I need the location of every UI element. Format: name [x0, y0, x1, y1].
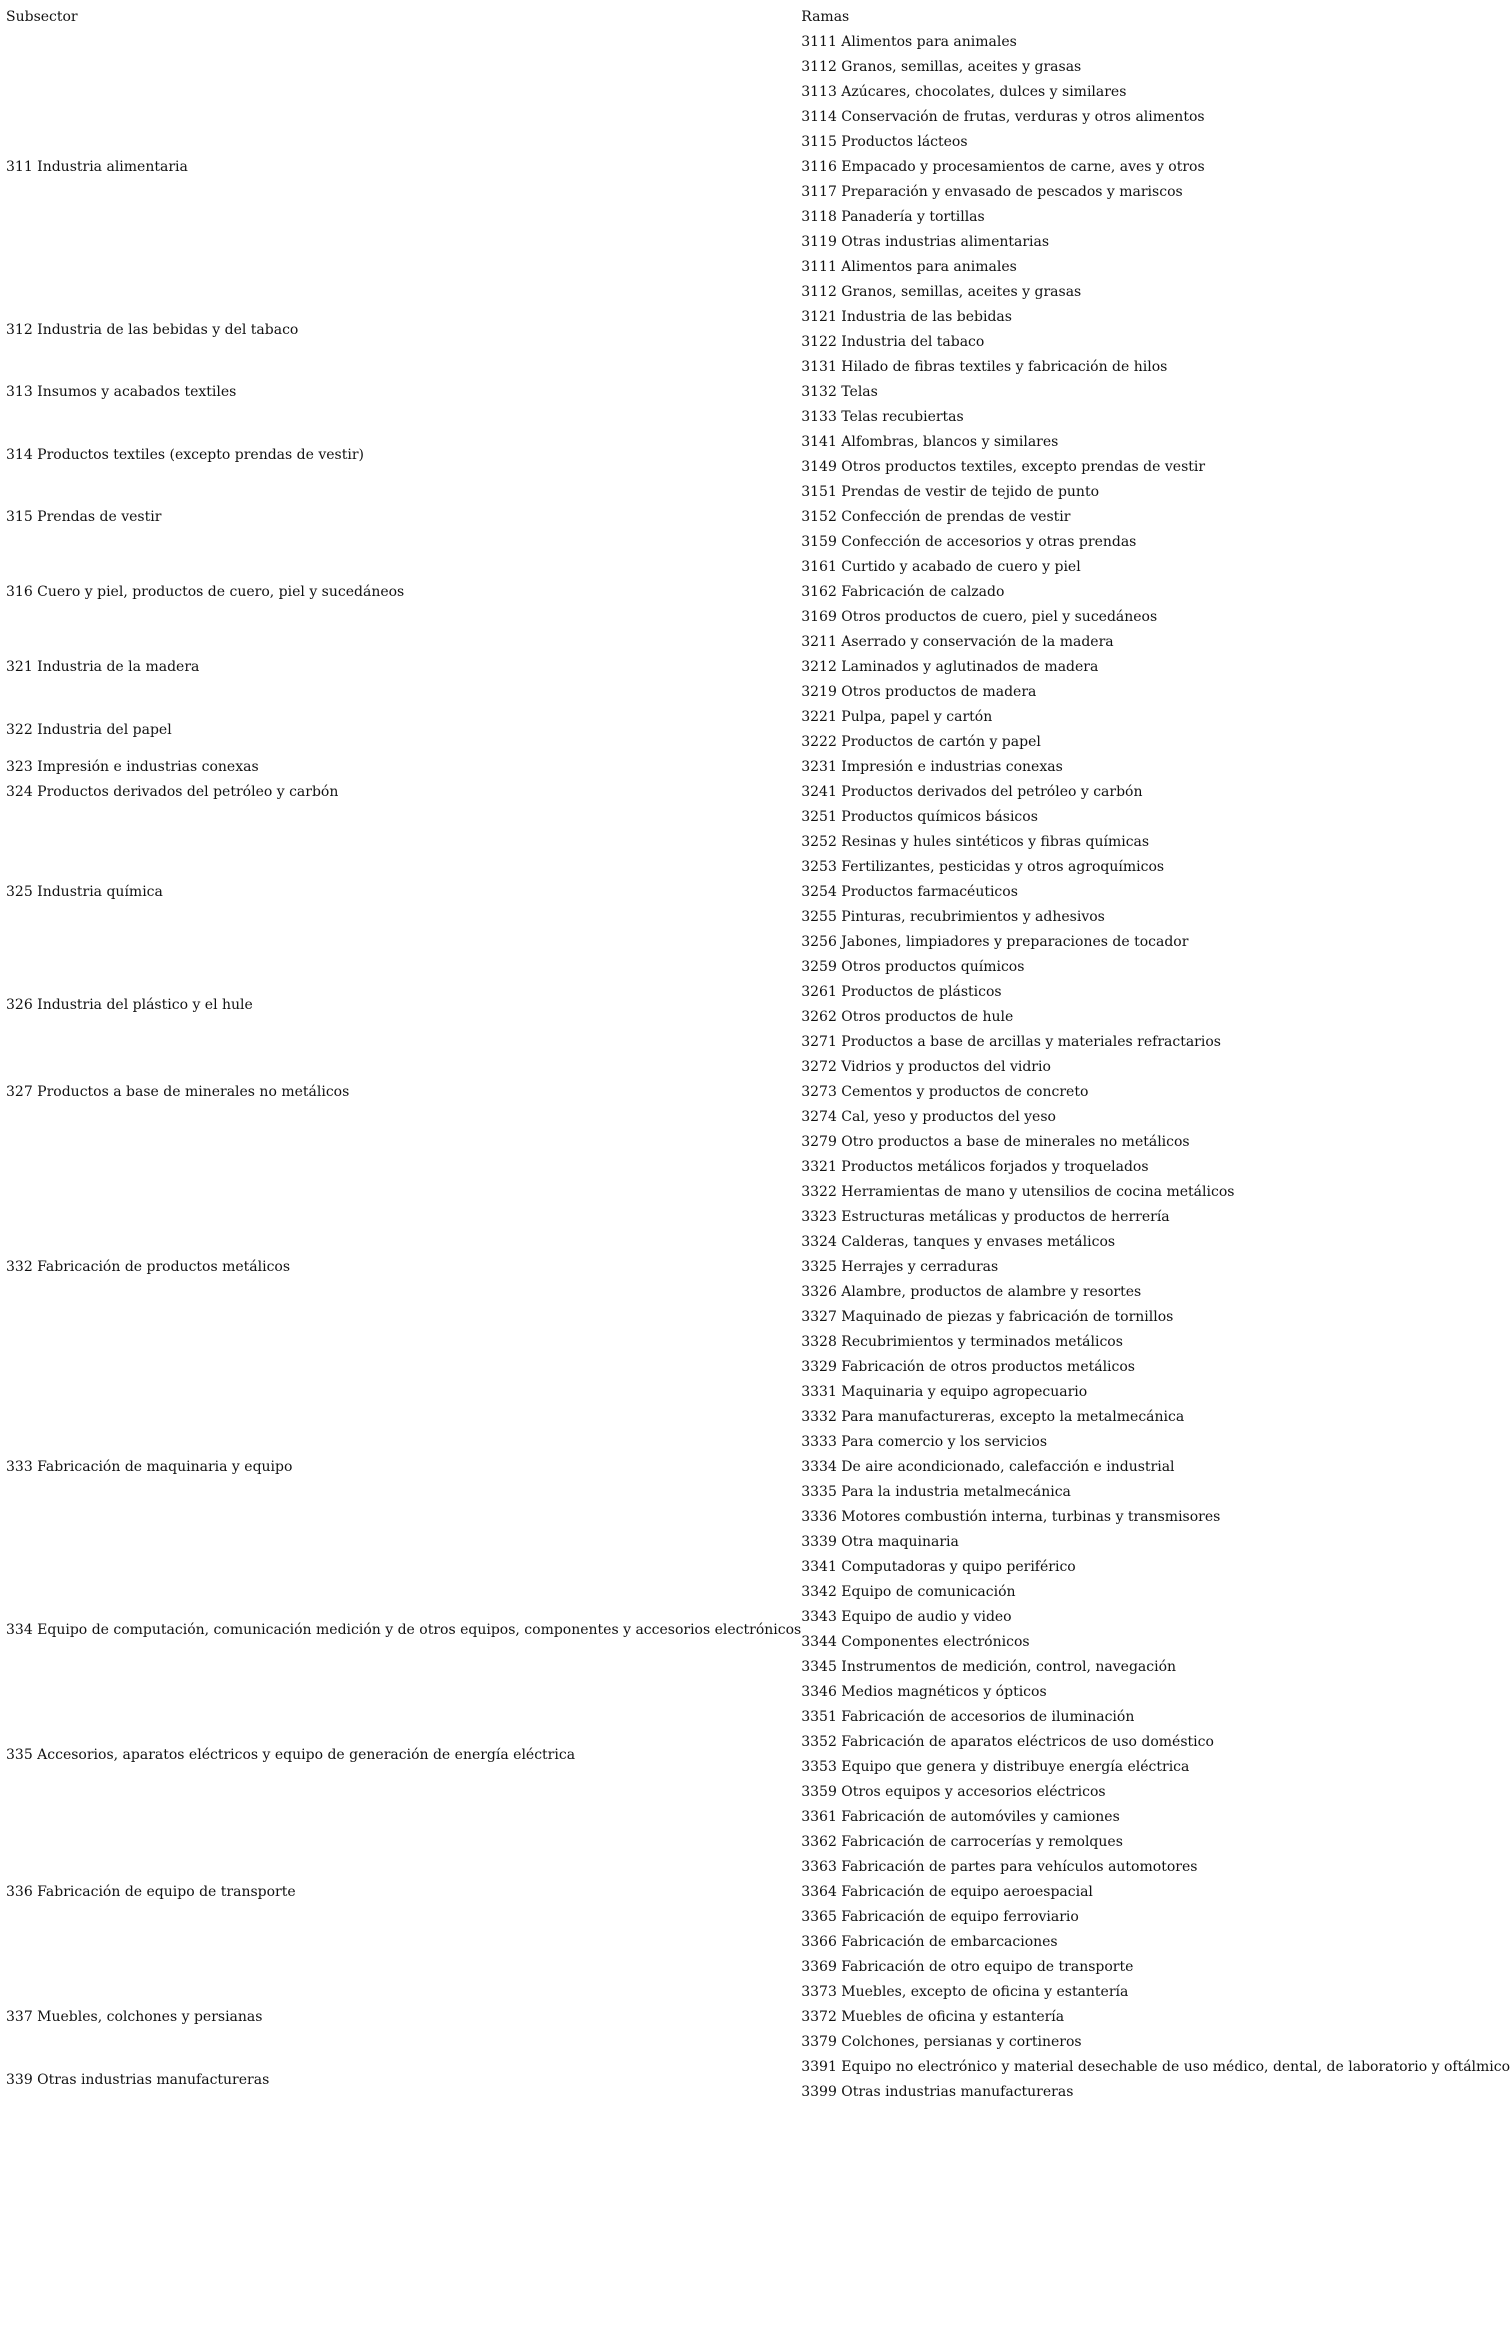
rama-cell: 3336 Motores combustión interna, turbinas y transmisores — [801, 1509, 1221, 1525]
rama-cell: 3231 Impresión e industrias conexas — [801, 759, 1063, 775]
table-row — [6, 705, 1510, 730]
rama-cell: 3332 Para manufactureras, excepto la metalmecánica — [801, 1409, 1185, 1425]
rama-cell: 3324 Calderas, tanques y envases metálicos — [801, 1234, 1116, 1250]
subsector-cell: 313 Insumos y acabados textiles — [6, 384, 237, 400]
rama-cell: 3331 Maquinaria y equipo agropecuario — [801, 1384, 1088, 1400]
subsector-cell: 321 Industria de la madera — [6, 659, 200, 675]
rama-cell: 3141 Alfombras, blancos y similares — [801, 434, 1059, 450]
rama-cell: 3251 Productos químicos básicos — [801, 809, 1038, 825]
rama-cell: 3122 Industria del tabaco — [801, 334, 985, 350]
rama-cell: 3255 Pinturas, recubrimientos y adhesivos — [801, 909, 1105, 925]
rama-cell: 3279 Otro productos a base de minerales no metálicos — [801, 1134, 1190, 1150]
rama-cell: 3111 Alimentos para animales — [801, 259, 1017, 275]
table-row — [6, 1705, 1510, 1730]
subsector-cell: 311 Industria alimentaria — [6, 159, 188, 175]
rama-cell: 3149 Otros productos textiles, excepto prendas de vestir — [801, 459, 1206, 475]
rama-cell: 3372 Muebles de oficina y estantería — [801, 2009, 1065, 2025]
subsector-cell: 312 Industria de las bebidas y del tabaco — [6, 321, 299, 338]
table-header — [6, 5, 1510, 30]
table-row — [6, 355, 1510, 380]
subsector-cell: 334 Equipo de computación, comunicación medición y de otros equipos, componentes y accesorios electrónicos — [6, 1621, 802, 1638]
rama-cell: 3362 Fabricación de carrocerías y remolques — [801, 1834, 1123, 1850]
rama-cell: 3252 Resinas y hules sintéticos y fibras químicas — [801, 834, 1150, 850]
subsector-column-header: Subsector — [6, 9, 78, 25]
rama-cell: 3328 Recubrimientos y terminados metálicos — [801, 1334, 1123, 1350]
rama-cell: 3391 Equipo no electrónico y material desechable de uso médico, dental, de laboratorio y oftálmico — [801, 2059, 1510, 2075]
rama-cell: 3399 Otras industrias manufactureras — [801, 2084, 1074, 2100]
rama-cell: 3114 Conservación de frutas, verduras y otros alimentos — [801, 109, 1205, 125]
subsector-cell: 323 Impresión e industrias conexas — [6, 759, 259, 775]
table-row — [6, 1555, 1510, 1580]
rama-cell: 3271 Productos a base de arcillas y materiales refractarios — [801, 1034, 1221, 1050]
subsector-cell: 335 Accesorios, aparatos eléctricos y equipo de generación de energía eléctrica — [6, 1746, 576, 1763]
rama-cell: 3272 Vidrios y productos del vidrio — [801, 1059, 1051, 1075]
rama-cell: 3116 Empacado y procesamientos de carne, aves y otros — [801, 159, 1205, 175]
subsector-cell: 322 Industria del papel — [6, 721, 172, 738]
table-row — [6, 980, 1510, 1005]
rama-cell: 3361 Fabricación de automóviles y camiones — [801, 1809, 1120, 1825]
table-row — [6, 430, 1510, 455]
rama-cell: 3259 Otros productos químicos — [801, 959, 1025, 975]
header-row — [6, 5, 1510, 30]
table-row — [6, 30, 1510, 55]
rama-cell: 3346 Medios magnéticos y ópticos — [801, 1684, 1047, 1700]
subsector-cell: 326 Industria del plástico y el hule — [6, 996, 253, 1013]
subsector-cell: 314 Productos textiles (excepto prendas de vestir) — [6, 446, 364, 463]
subsector-cell: 316 Cuero y piel, productos de cuero, piel y sucedáneos — [6, 584, 405, 600]
table-row — [6, 2055, 1510, 2080]
rama-cell: 3112 Granos, semillas, aceites y grasas — [801, 284, 1082, 300]
rama-cell: 3133 Telas recubiertas — [801, 409, 964, 425]
rama-cell: 3326 Alambre, productos de alambre y resortes — [801, 1284, 1142, 1300]
rama-cell: 3325 Herrajes y cerraduras — [801, 1259, 999, 1275]
ramas-column-header: Ramas — [801, 9, 850, 25]
rama-cell: 3329 Fabricación de otros productos metálicos — [801, 1359, 1135, 1375]
table-row — [6, 480, 1510, 505]
table-row — [6, 780, 1510, 805]
rama-cell: 3322 Herramientas de mano y utensilios de cocina metálicos — [801, 1184, 1235, 1200]
rama-cell: 3344 Componentes electrónicos — [801, 1634, 1030, 1650]
subsector-cell: 336 Fabricación de equipo de transporte — [6, 1884, 296, 1900]
rama-cell: 3261 Productos de plásticos — [801, 984, 1002, 1000]
rama-cell: 3162 Fabricación de calzado — [801, 584, 1005, 600]
rama-cell: 3342 Equipo de comunicación — [801, 1584, 1016, 1600]
rama-cell: 3339 Otra maquinaria — [801, 1534, 959, 1550]
rama-cell: 3373 Muebles, excepto de oficina y estantería — [801, 1984, 1129, 2000]
subsector-cell: 315 Prendas de vestir — [6, 509, 162, 525]
subsector-cell: 337 Muebles, colchones y persianas — [6, 2009, 263, 2025]
rama-cell: 3131 Hilado de fibras textiles y fabricación de hilos — [801, 359, 1168, 375]
table-row — [6, 305, 1510, 330]
rama-cell: 3112 Granos, semillas, aceites y grasas — [801, 59, 1082, 75]
rama-cell: 3365 Fabricación de equipo ferroviario — [801, 1909, 1079, 1925]
rama-cell: 3151 Prendas de vestir de tejido de punto — [801, 484, 1099, 500]
rama-cell: 3152 Confección de prendas de vestir — [801, 509, 1071, 525]
table-row — [6, 1155, 1510, 1180]
table-row — [6, 1030, 1510, 1055]
rama-cell: 3121 Industria de las bebidas — [801, 309, 1012, 325]
rama-cell: 3363 Fabricación de partes para vehículos automotores — [801, 1859, 1198, 1875]
table-row — [6, 805, 1510, 830]
rama-cell: 3379 Colchones, persianas y cortineros — [801, 2034, 1082, 2050]
rama-cell: 3273 Cementos y productos de concreto — [801, 1084, 1089, 1100]
rama-cell: 3254 Productos farmacéuticos — [801, 884, 1018, 900]
rama-cell: 3343 Equipo de audio y video — [801, 1609, 1012, 1625]
rama-cell: 3111 Alimentos para animales — [801, 34, 1017, 50]
subsector-cell: 333 Fabricación de maquinaria y equipo — [6, 1459, 293, 1475]
rama-cell: 3352 Fabricación de aparatos eléctricos de uso doméstico — [801, 1734, 1214, 1750]
rama-cell: 3351 Fabricación de accesorios de iluminación — [801, 1709, 1135, 1725]
table-row — [6, 1805, 1510, 1830]
rama-cell: 3335 Para la industria metalmecánica — [801, 1484, 1071, 1500]
rama-cell: 3117 Preparación y envasado de pescados y mariscos — [801, 184, 1183, 200]
rama-cell: 3253 Fertilizantes, pesticidas y otros agroquímicos — [801, 859, 1165, 875]
subsector-cell: 327 Productos a base de minerales no metálicos — [6, 1084, 350, 1100]
table-row — [6, 755, 1510, 780]
rama-cell: 3256 Jabones, limpiadores y preparaciones de tocador — [801, 934, 1189, 950]
rama-cell: 3113 Azúcares, chocolates, dulces y similares — [801, 84, 1127, 100]
rama-cell: 3262 Otros productos de hule — [801, 1009, 1014, 1025]
rama-cell: 3321 Productos metálicos forjados y troquelados — [801, 1159, 1149, 1175]
rama-cell: 3366 Fabricación de embarcaciones — [801, 1934, 1058, 1950]
subsector-cell: 325 Industria química — [6, 884, 163, 900]
rama-cell: 3119 Otras industrias alimentarias — [801, 234, 1050, 250]
rama-cell: 3115 Productos lácteos — [801, 134, 968, 150]
rama-cell: 3169 Otros productos de cuero, piel y sucedáneos — [801, 609, 1158, 625]
rama-cell: 3327 Maquinado de piezas y fabricación de tornillos — [801, 1309, 1174, 1325]
rama-cell: 3221 Pulpa, papel y cartón — [801, 709, 993, 725]
rama-cell: 3159 Confección de accesorios y otras prendas — [801, 534, 1137, 550]
subsector-ramas-table — [6, 5, 1510, 2105]
subsector-cell: 332 Fabricación de productos metálicos — [6, 1259, 291, 1275]
rama-cell: 3334 De aire acondicionado, calefacción e industrial — [801, 1459, 1175, 1475]
rama-cell: 3274 Cal, yeso y productos del yeso — [801, 1109, 1056, 1125]
rama-cell: 3333 Para comercio y los servicios — [801, 1434, 1048, 1450]
rama-cell: 3212 Laminados y aglutinados de madera — [801, 659, 1099, 675]
rama-cell: 3341 Computadoras y quipo periférico — [801, 1559, 1076, 1575]
table-row — [6, 1380, 1510, 1405]
rama-cell: 3219 Otros productos de madera — [801, 684, 1037, 700]
rama-cell: 3161 Curtido y acabado de cuero y piel — [801, 559, 1081, 575]
rama-cell: 3353 Equipo que genera y distribuye energía eléctrica — [801, 1759, 1190, 1775]
rama-cell: 3369 Fabricación de otro equipo de transporte — [801, 1959, 1134, 1975]
rama-cell: 3132 Telas — [801, 384, 878, 400]
rama-cell: 3211 Aserrado y conservación de la madera — [801, 634, 1114, 650]
rama-cell: 3222 Productos de cartón y papel — [801, 734, 1041, 750]
rama-cell: 3118 Panadería y tortillas — [801, 209, 985, 225]
rama-cell: 3345 Instrumentos de medición, control, navegación — [801, 1659, 1177, 1675]
table-body — [6, 30, 1510, 2105]
rama-cell: 3359 Otros equipos y accesorios eléctricos — [801, 1784, 1106, 1800]
subsector-cell: 324 Productos derivados del petróleo y carbón — [6, 784, 339, 800]
rama-cell: 3364 Fabricación de equipo aeroespacial — [801, 1884, 1093, 1900]
table-row — [6, 555, 1510, 580]
table-row — [6, 630, 1510, 655]
subsector-cell: 339 Otras industrias manufactureras — [6, 2071, 270, 2088]
rama-cell: 3241 Productos derivados del petróleo y carbón — [801, 784, 1143, 800]
rama-cell: 3323 Estructuras metálicas y productos de herrería — [801, 1209, 1170, 1225]
table-row — [6, 1980, 1510, 2005]
